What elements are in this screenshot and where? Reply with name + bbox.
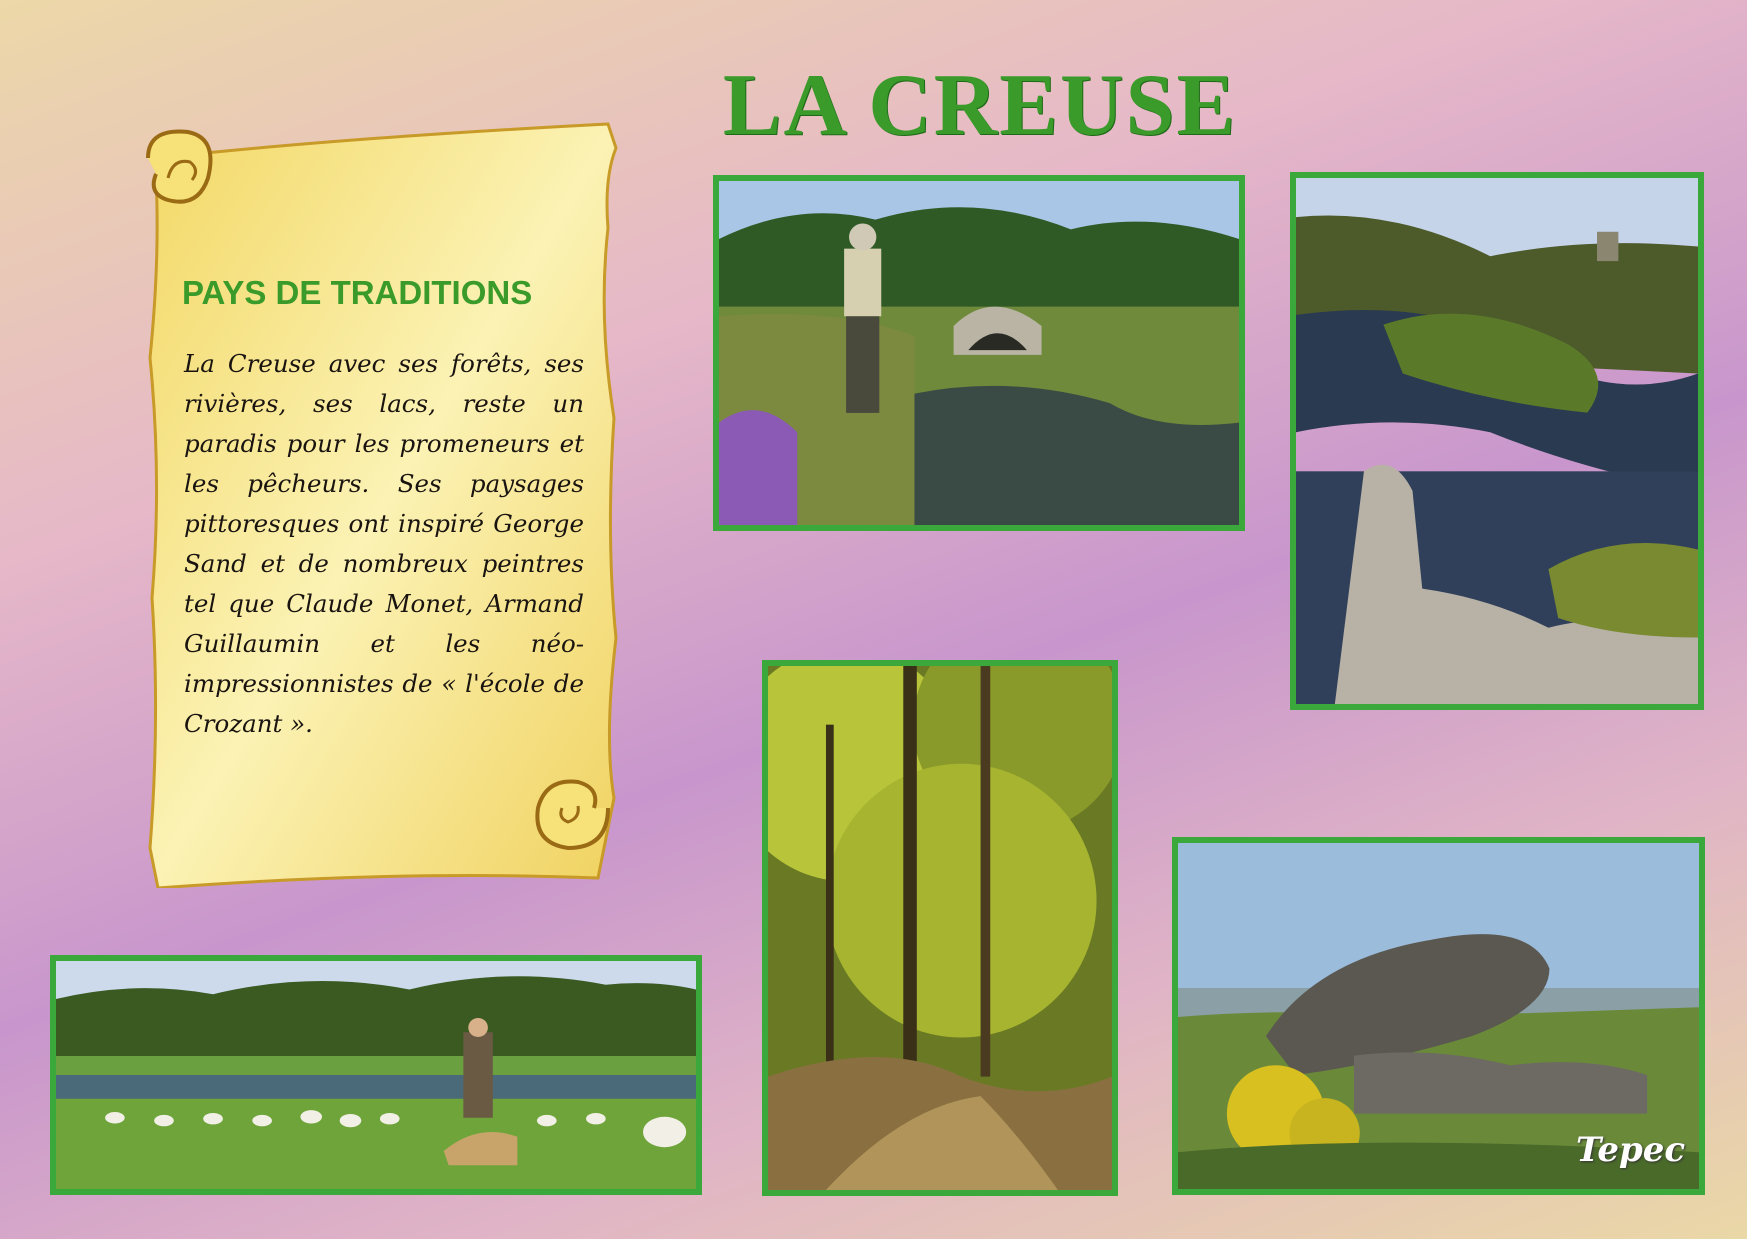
photo-forest-path [762, 660, 1118, 1196]
photo-shepherd-sheep [50, 955, 702, 1195]
page-title: LA CREUSE [722, 57, 1238, 154]
photo-river-gorge [1290, 172, 1704, 710]
photo-fisherman-stream [713, 175, 1245, 531]
scroll-paragraph: La Creuse avec ses forêts, ses rivières, ses lacs, reste un paradis pour les promeneurs et les pêcheurs. Ses paysages pittoresques ont inspiré George Sand et de nombreux peintres tel que Claude Monet, Armand Guillaumin et les néo-impressionnistes de « l'école de Crozant ». [184, 349, 584, 738]
parchment-scroll [138, 118, 626, 888]
scroll-heading: PAYS DE TRADITIONS [182, 274, 533, 311]
photographer-signature: Tepec [1576, 1130, 1686, 1170]
